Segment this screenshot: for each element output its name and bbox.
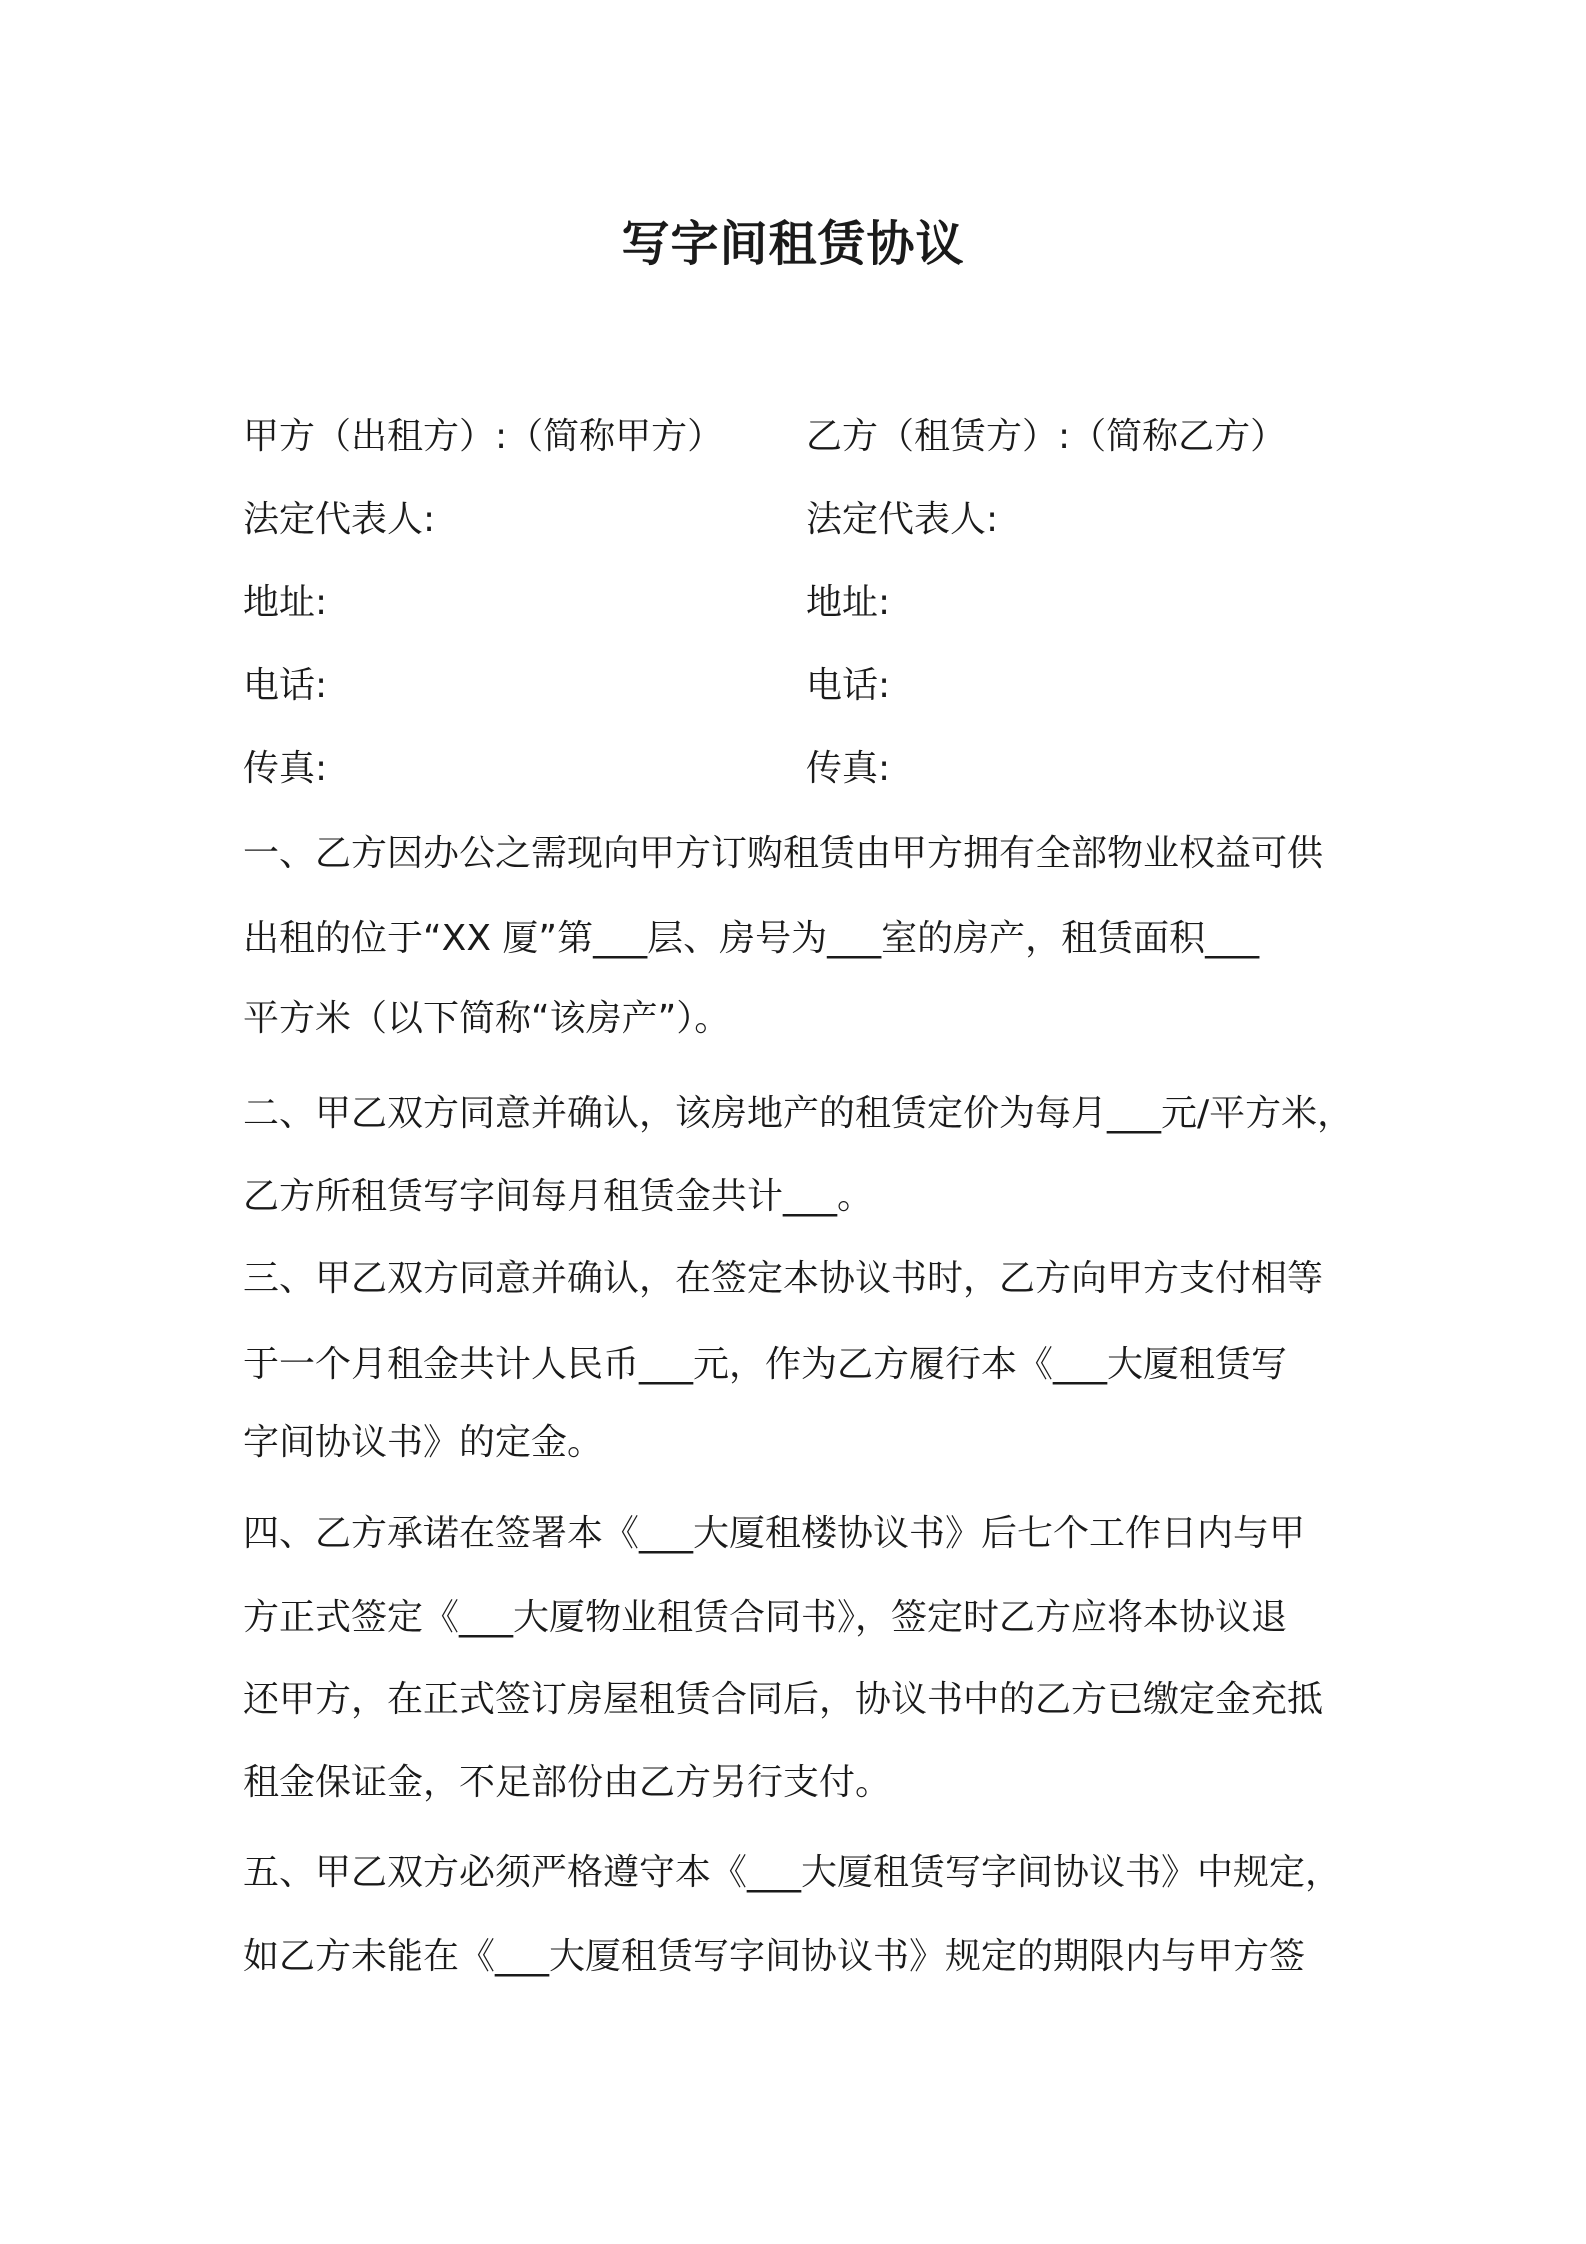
clause-line: 还甲方，在正式签订房屋租赁合同后，协议书中的乙方已缴定金充抵 [243,1679,1324,1720]
clause-line: 平方米（以下简称“该房产”）。 [243,998,731,1039]
party-a-phone: 电话: [243,665,328,706]
party-row-fax [243,739,1363,799]
clause-line: 四、乙方承诺在签署本《___大厦租楼协议书》后七个工作日内与甲 [243,1513,1306,1554]
party-b-phone: 电话: [806,665,891,706]
party-a-name: 甲方（出租方）:（简称甲方） [243,416,724,457]
party-row-address [243,573,1363,633]
party-b-representative: 法定代表人: [806,499,999,540]
party-row-representative [243,490,1363,550]
clause-line: 于一个月租金共计人民币___元，作为乙方履行本《___大厦租赁写 [243,1344,1288,1385]
clause-line: 如乙方未能在《___大厦租赁写字间协议书》规定的期限内与甲方签 [243,1936,1306,1977]
clause-line: 字间协议书》的定金。 [243,1422,604,1463]
party-a-address: 地址: [243,582,328,623]
clause-line: 租金保证金，不足部份由乙方另行支付。 [243,1762,892,1803]
party-row-names [243,407,1363,467]
party-a-fax: 传真: [243,748,328,789]
clause-line: 三、甲乙双方同意并确认，在签定本协议书时，乙方向甲方支付相等 [243,1258,1324,1299]
party-b-address: 地址: [806,582,891,623]
party-b-fax: 传真: [806,748,891,789]
clause-line: 五、甲乙双方必须严格遵守本《___大厦租赁写字间协议书》中规定， [243,1852,1342,1893]
clause-line: 一、乙方因办公之需现向甲方订购租赁由甲方拥有全部物业权益可供 [243,833,1324,874]
clause-line: 出租的位于“XX 厦”第___层、房号为___室的房产，租赁面积___ [243,918,1260,959]
party-row-phone [243,656,1363,716]
clause-line: 二、甲乙双方同意并确认，该房地产的租赁定价为每月___元/平方米， [243,1093,1354,1134]
clause-line: 乙方所租赁写字间每月租赁金共计___。 [243,1176,874,1217]
clause-line: 方正式签定《___大厦物业租赁合同书》，签定时乙方应将本协议退 [243,1597,1288,1638]
party-b-name: 乙方（租赁方）:（简称乙方） [806,416,1287,457]
party-a-representative: 法定代表人: [243,499,436,540]
document-title: 写字间租赁协议 [621,216,965,272]
